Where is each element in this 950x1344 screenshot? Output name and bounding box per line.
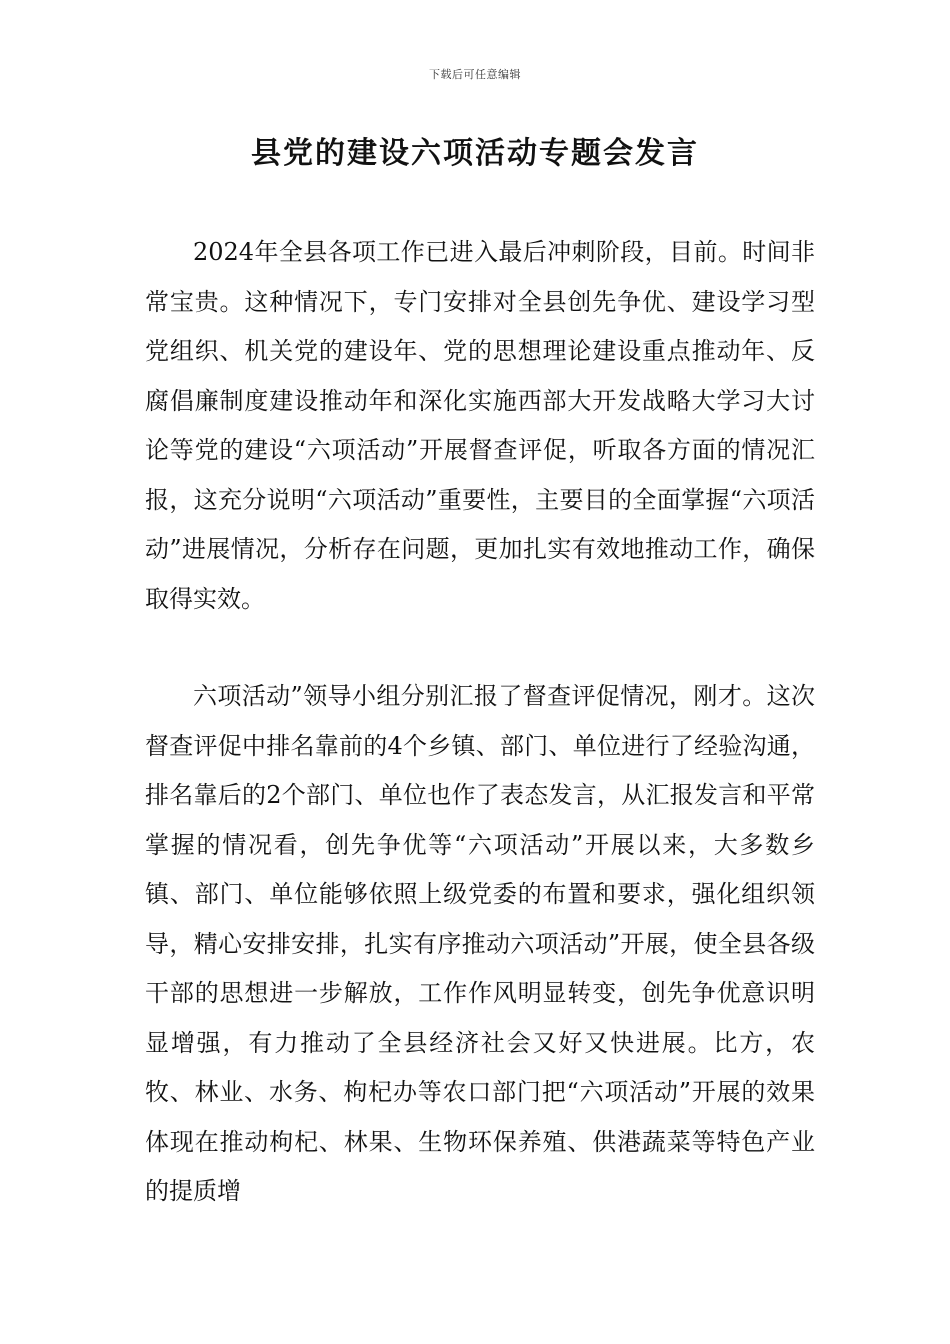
header-note: 下载后可任意编辑 (429, 68, 521, 81)
body-paragraph-2: 六项活动”领导小组分别汇报了督查评促情况，刚才。这次督查评促中排名靠前的4个乡镇、部门、单位进行了经验沟通，排名靠后的2个部门、单位也作了表态发言，从汇报发言和平常掌握的情况看，创先争优等“六项活动”开展以来，大多数乡镇、部门、单位能够依照上级党委的布置和要求，强化组织领导，精心安排安排，扎实有序推动六项活动”开展，使全县各级干部的思想进一步解放，工作作风明显转变，创先争优意识明显增强，有力推动了全县经济社会又好又快进展。比方，农牧、林业、水务、枸杞办等农口部门把“六项活动”开展的效果体现在推动枸杞、林果、生物环保养殖、供港蔬菜等特色产业的提质增 (145, 682, 815, 1205)
document-title: 县党的建设六项活动专题会发言 (251, 136, 699, 171)
body-paragraph-1: 2024年全县各项工作已进入最后冲刺阶段，目前。时间非常宝贵。这种情况下，专门安排对全县创先争优、建设学习型党组织、机关党的建设年、党的思想理论建设重点推动年、反腐倡廉制度建设推动年和深化实施西部大开发战略大学习大讨论等党的建设“六项活动”开展督查评促，听取各方面的情况汇报，这充分说明“六项活动”重要性，主要目的全面掌握“六项活动”进展情况，分析存在问题，更加扎实有效地推动工作，确保取得实效。 (145, 238, 815, 613)
